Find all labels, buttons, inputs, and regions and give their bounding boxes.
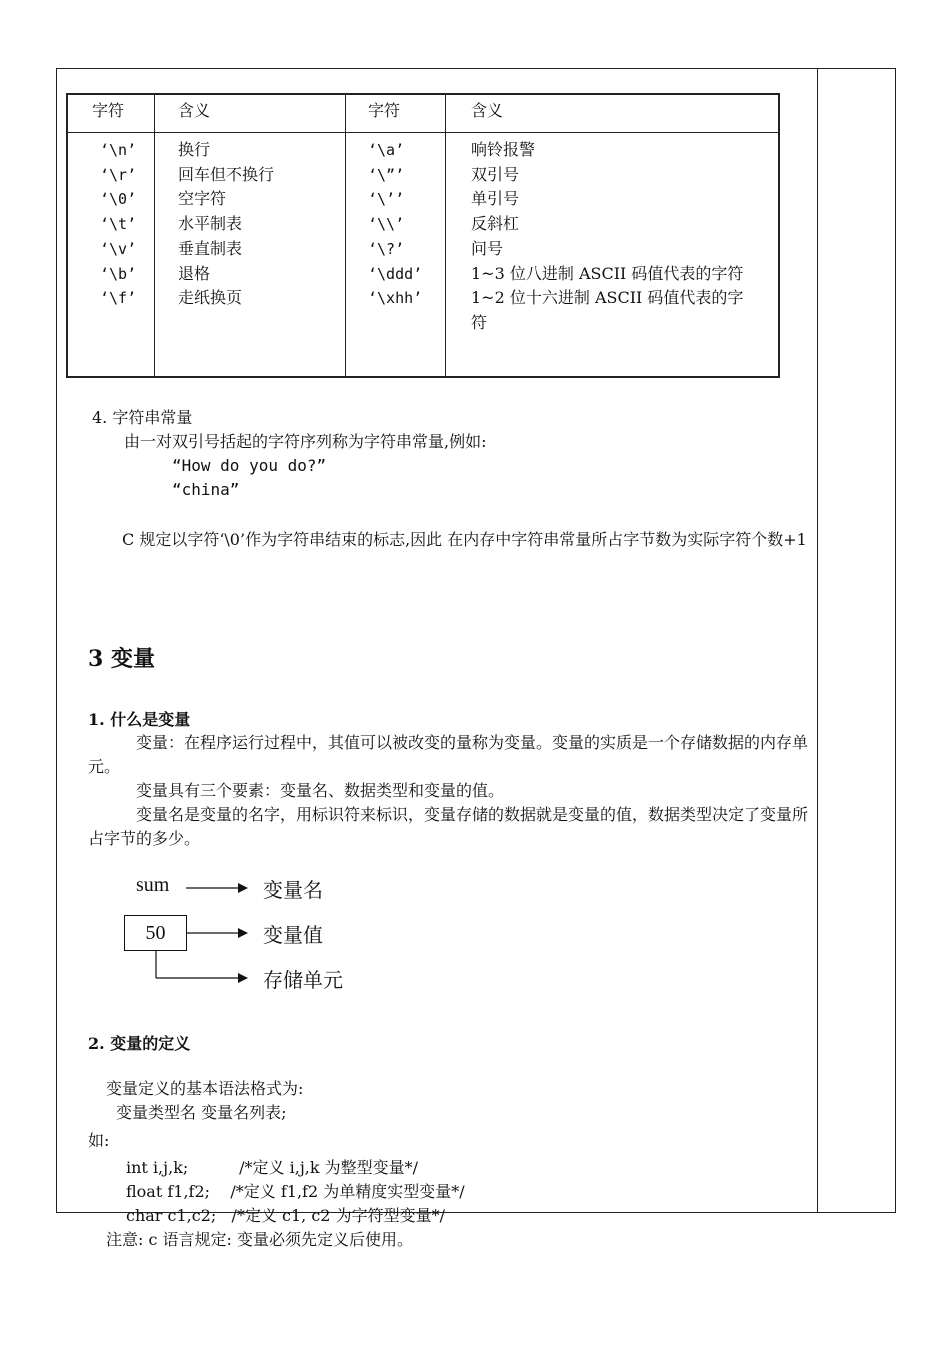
table-cell: 水平制表 xyxy=(178,214,243,234)
table-cell: 换行 xyxy=(178,140,211,159)
table-cell: 垂直制表 xyxy=(178,238,243,258)
table-cell: 单引号 xyxy=(471,189,520,209)
string-example: “How do you do?” xyxy=(172,456,327,475)
string-const-desc: 由一对双引号括起的字符序列称为字符串常量,例如: xyxy=(124,432,487,451)
left-code-column xyxy=(100,138,136,311)
right-meaning-column xyxy=(471,138,743,336)
var-name-text: sum xyxy=(136,874,170,896)
frame-divider xyxy=(817,68,818,1213)
table-header-line xyxy=(68,132,778,133)
subsection-title: 1. 什么是变量 xyxy=(88,710,191,729)
table-cell: ‘\t’ xyxy=(100,215,137,234)
table-cell: 走纸换页 xyxy=(178,288,243,308)
var-name-label: 变量名 xyxy=(263,880,323,902)
table-cell: 空字符 xyxy=(178,189,227,209)
table-cell: ‘\f’ xyxy=(100,289,137,308)
right-code-column xyxy=(368,138,422,311)
table-cell: 符 xyxy=(471,312,488,332)
var-value-box: 50 xyxy=(124,915,187,951)
table-cell: ‘\0’ xyxy=(100,190,137,209)
table-header: 字符 xyxy=(92,101,125,120)
table-cell: ‘\xhh’ xyxy=(368,289,423,308)
storage-label: 存储单元 xyxy=(263,970,343,992)
table-cell: 退格 xyxy=(178,263,211,283)
syntax-line: 变量类型名 变量名列表; xyxy=(116,1103,287,1122)
table-cell: 1~3 位八进制 ASCII 码值代表的字符 xyxy=(471,263,744,283)
table-cell: ‘\n’ xyxy=(100,141,137,159)
table-cell: 双引号 xyxy=(471,164,520,184)
syntax-intro: 变量定义的基本语法格式为: xyxy=(106,1079,304,1098)
table-cell: 回车但不换行 xyxy=(178,164,275,184)
paragraph: 变量具有三个要素：变量名、数据类型和变量的值。 xyxy=(136,781,505,800)
paragraph: 变量：在程序运行过程中，其值可以被改变的量称为变量。变量的实质是一个存储数据的内存单元。 xyxy=(88,733,809,776)
table-cell: 反斜杠 xyxy=(471,214,520,234)
table-col-divider xyxy=(345,95,346,376)
table-cell: ‘\a’ xyxy=(368,141,405,159)
table-col-divider xyxy=(154,95,155,376)
var-value-label: 变量值 xyxy=(263,925,323,947)
table-cell: ‘\ddd’ xyxy=(368,264,423,283)
code-line: char c1,c2; /*定义 c1, c2 为字符型变量*/ xyxy=(126,1206,445,1225)
table-cell: 响铃报警 xyxy=(471,140,536,159)
string-const-note: C 规定以字符‘\0’作为字符串结束的标志,因此 在内存中字符串常量所占字节数为实际字符个数+1 xyxy=(122,530,807,549)
table-cell: ‘\”’ xyxy=(368,165,405,184)
section-title: 3 变量 xyxy=(88,646,155,672)
escape-char-table xyxy=(66,93,780,378)
variable-diagram xyxy=(120,870,450,1000)
left-meaning-column xyxy=(178,138,274,311)
string-const-heading: 4. 字符串常量 xyxy=(92,408,193,427)
definition-note: 注意: c 语言规定: 变量必须先定义后使用。 xyxy=(106,1230,414,1249)
table-header: 字符 xyxy=(368,101,401,120)
table-cell: 问号 xyxy=(471,238,504,258)
table-cell: ‘\\’ xyxy=(368,215,405,234)
table-cell: ‘\v’ xyxy=(100,239,137,258)
table-header: 含义 xyxy=(178,101,211,120)
code-line: int i,j,k; /*定义 i,j,k 为整型变量*/ xyxy=(126,1158,419,1177)
table-cell: ‘\r’ xyxy=(100,165,137,184)
table-cell: ‘\’’ xyxy=(368,190,405,209)
table-cell: 1~2 位十六进制 ASCII 码值代表的字 xyxy=(471,288,744,308)
code-line: float f1,f2; /*定义 f1,f2 为单精度实型变量*/ xyxy=(126,1182,465,1201)
table-cell: ‘\?’ xyxy=(368,239,405,258)
table-cell: ‘\b’ xyxy=(100,264,137,283)
paragraph: 变量名是变量的名字，用标识符来标识，变量存储的数据就是变量的值，数据类型决定了变量所占字节的多少。 xyxy=(88,805,809,848)
table-col-divider xyxy=(445,95,446,376)
example-label: 如: xyxy=(88,1131,110,1150)
string-example: “china” xyxy=(172,480,240,499)
subsection-title: 2. 变量的定义 xyxy=(88,1034,191,1053)
table-header: 含义 xyxy=(471,101,504,120)
